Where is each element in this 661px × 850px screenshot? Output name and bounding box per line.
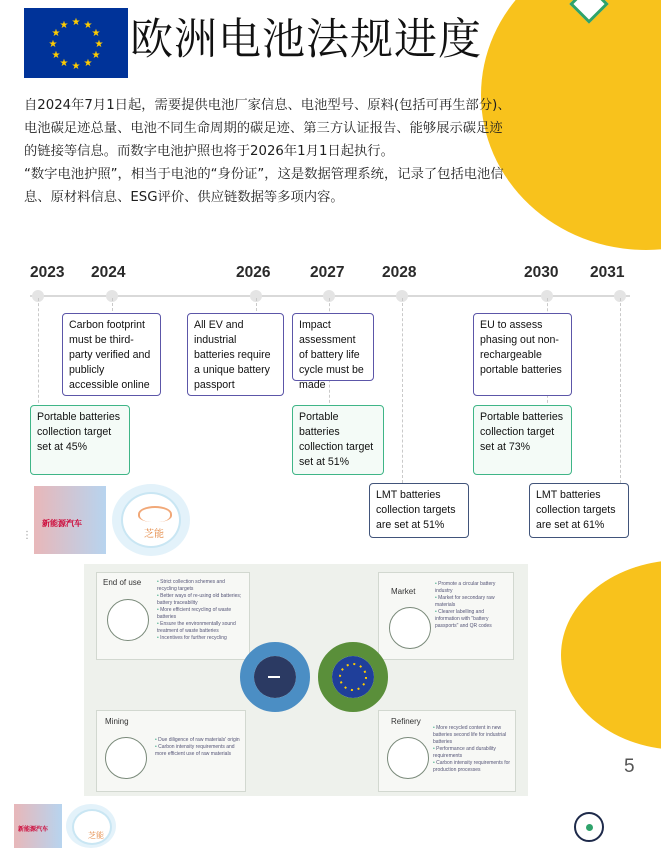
lmt-target-box-2031: LMT batteries collection targets are set at 61% [529,483,629,538]
event-box-2027: Impact assessment of battery life cycle must be made [292,313,374,381]
brand-logo-ring [121,492,181,548]
panel-bullet: • Carbon intensity requirements and more efficient use of raw materials [155,744,241,758]
brand-logo-small [66,804,116,848]
panel-bullet: • Ensure the environmentally sound treatment of waste batteries [157,621,245,635]
event-box-2024: Carbon footprint must be third-party verified and publicly accessible online [62,313,161,396]
event-box-2026: All EV and industrial batteries require a unique battery passport [187,313,284,396]
page-number: 5 [624,756,635,777]
car-logo-small-text: 新能源汽车 [18,827,49,833]
svg-text:★: ★ [51,50,61,61]
car-logo [34,486,106,554]
panel-title: Market [391,587,416,596]
svg-text:★: ★ [83,20,93,31]
year-label: 2023 [30,264,65,281]
panel-bullet: • Better ways of re-using old batteries; battery traceability [157,593,245,607]
panel-title: Refinery [391,717,421,726]
year-label: 2031 [590,264,625,281]
panel-title: End of use [103,578,142,587]
panel-bullet: • Clearer labelling and information with "battery passports" and QR codes [435,609,509,630]
panel-bullet: • Performance and durability requirements [433,746,511,760]
lmt-target-box-2028: LMT batteries collection targets are set at 51% [369,483,469,538]
year-label: 2027 [310,264,345,281]
panel-market [378,572,514,660]
panel-bullet: • Market for secondary raw materials [435,595,509,609]
panel-bullet: • Incentives for further recycling [157,635,245,642]
brand-logo [112,484,190,556]
panel-bullets [435,581,509,630]
panel-bullets [157,579,245,642]
brand-logo-small-text: 芝能 [88,831,104,840]
svg-text:★: ★ [91,50,101,61]
svg-text:★: ★ [91,28,101,39]
event-box-2030: EU to assess phasing out non-rechargeable portable batteries [473,313,572,396]
svg-text:★: ★ [59,58,69,69]
recycling-bin-icon [107,599,149,641]
panel-bullet: • Strict collection schemes and recycling targets [157,579,245,593]
intro-line: 息、原材料信息、ESG评价、供应链数据等多项内容。 [24,190,344,205]
panel-end-of-use [96,572,250,660]
year-label: 2026 [236,264,271,281]
svg-text:★: ★ [71,17,81,28]
svg-text:★: ★ [51,28,61,39]
panel-bullet: • Due diligence of raw materials' origin [155,737,241,744]
panel-bullet: • More recycled content in new batteries second life for industrial batteries [433,725,511,746]
intro-paragraph [24,94,564,209]
panel-bullets [155,737,241,758]
shopping-cart-icon [389,607,431,649]
battery-lifecycle-infographic [84,564,528,796]
collection-target-box-2030: Portable batteries collection target set at 73% [473,405,572,475]
svg-text:★: ★ [83,58,93,69]
timeline-connector [620,298,621,483]
svg-text:★: ★ [94,39,104,50]
timeline-connector [38,298,39,408]
year-label: 2030 [524,264,559,281]
panel-bullet: • Promote a circular battery industry [435,581,509,595]
panel-bullet: • Carbon intensity requirements for production processes [433,760,511,774]
brand-logo-small-ring [72,809,112,845]
side-handle-icon: ⋮ [22,530,32,541]
timeline-connector [402,298,403,483]
svg-text:★: ★ [59,20,69,31]
year-label: 2024 [91,264,126,281]
intro-line: “数字电池护照”，相当于电池的“身份证”，这是数据管理系统，记录了包括电池信 [24,167,504,182]
brand-logo-text: 芝能 [144,529,164,540]
panel-bullets [433,725,511,774]
intro-line: 电池碳足迹总量、电池不同生命周期的碳足迹、第三方认证报告、能够展示碳足迹 [24,121,503,136]
car-outline-icon [138,506,172,522]
car-logo-text: 新能源汽车 [42,519,82,528]
decorative-yellow-circle-bottom [561,560,661,750]
clock-icon [254,656,296,698]
svg-text:★: ★ [71,61,81,72]
eu-circle-icon [332,656,374,698]
pickaxe-icon [105,737,147,779]
panel-bullet: • More efficient recycling of waste batteries [157,607,245,621]
year-label: 2028 [382,264,417,281]
page-title: 欧洲电池法规进度 [130,15,482,65]
intro-line: 自2024年7月1日起，需要提供电池厂家信息、电池型号、原料(包括可再生部分)、 [24,98,511,113]
intro-line: 的链接等信息。而数字电池护照也将于2026年1月1日起执行。 [24,144,394,159]
panel-refinery [378,710,516,792]
car-logo-small [14,804,62,848]
collection-target-box-2027: Portable batteries collection target set at 51% [292,405,384,475]
panel-title: Mining [105,717,129,726]
collection-target-box-2023: Portable batteries collection target set at 45% [30,405,130,475]
panel-mining [96,710,246,792]
robot-arm-icon [387,737,429,779]
target-icon[interactable] [574,812,604,842]
eu-flag-icon [24,8,128,78]
svg-text:★: ★ [48,39,58,50]
